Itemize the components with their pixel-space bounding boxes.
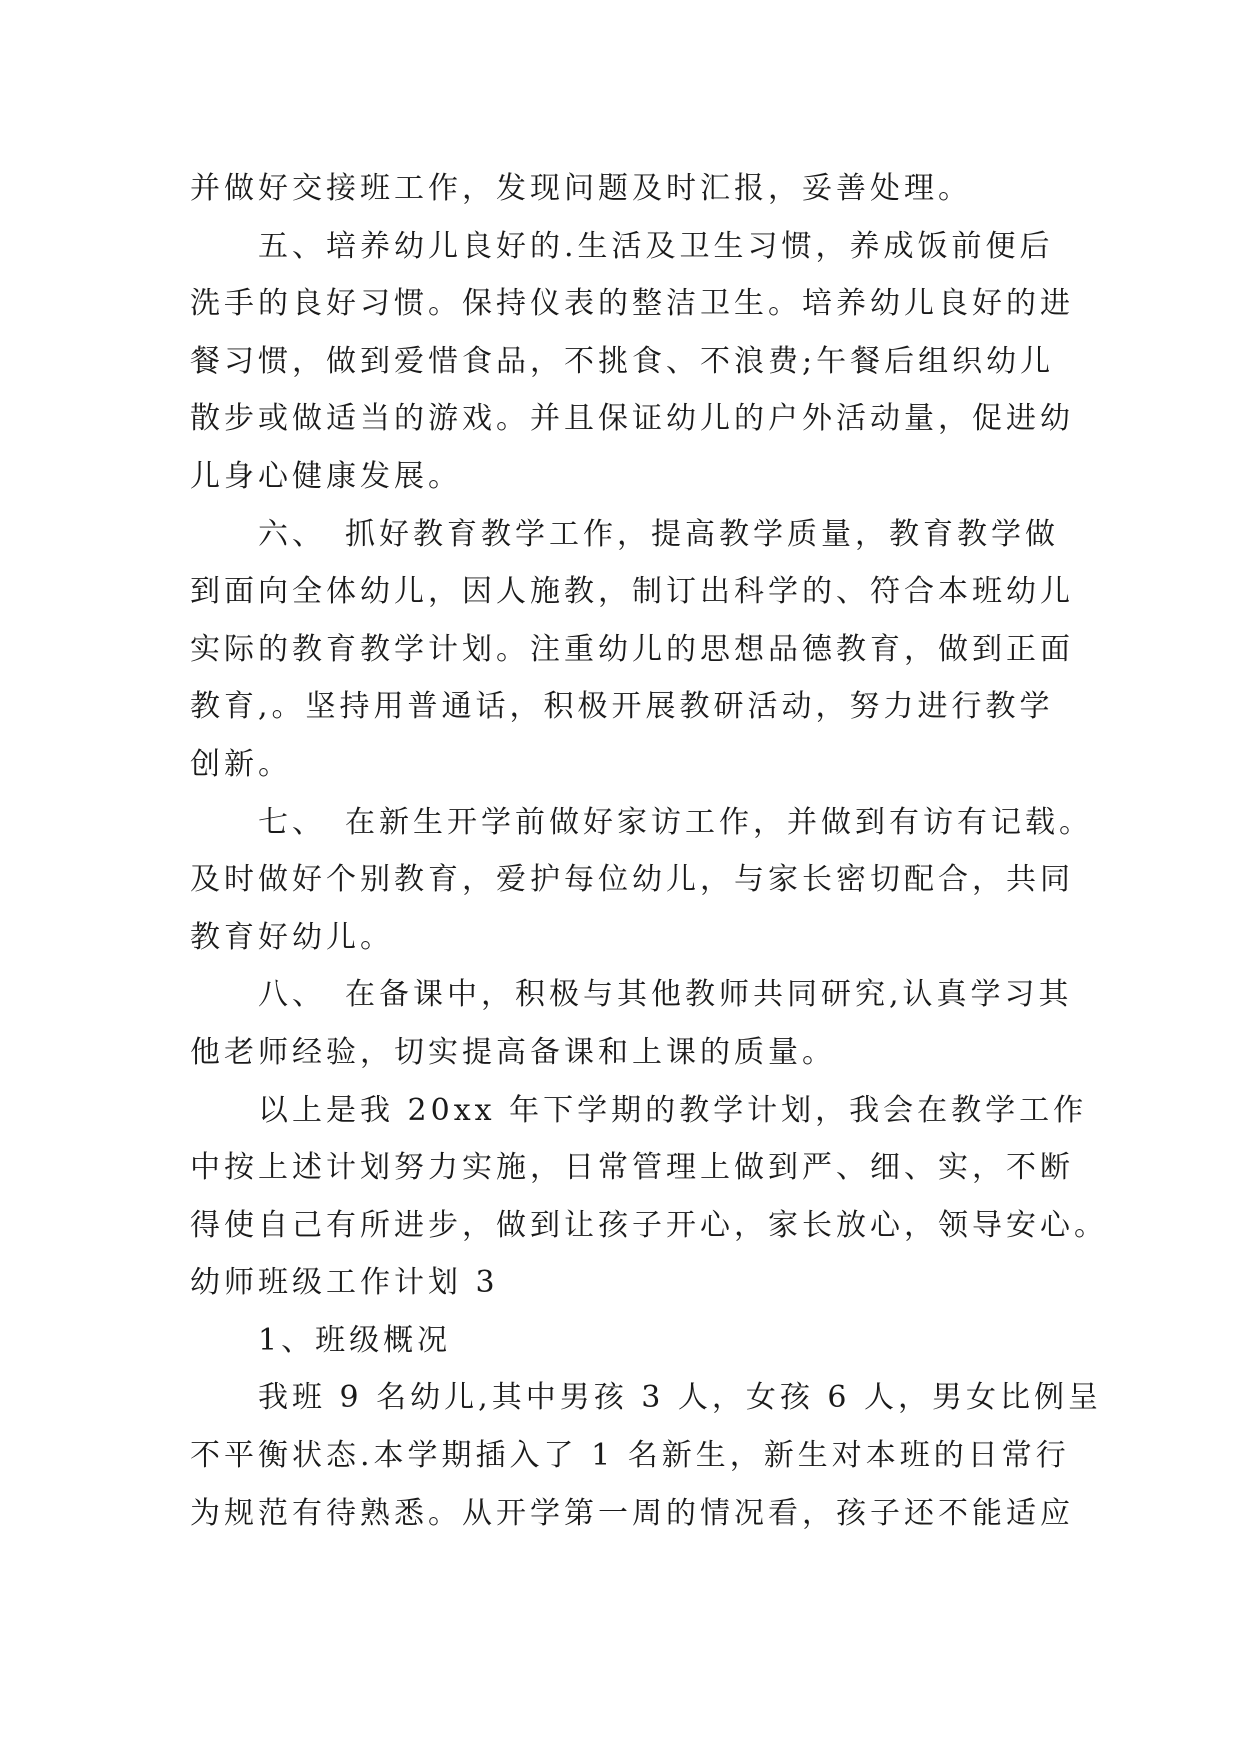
text-line: 七、 在新生开学前做好家访工作，并做到有访有记载。 <box>258 804 1093 840</box>
text-line: 为规范有待熟悉。从开学第一周的情况看，孩子还不能适应 <box>190 1495 1074 1531</box>
text-line: 六、 抓好教育教学工作，提高教学质量，教育教学做 <box>258 516 1059 552</box>
text-line: 八、 在备课中，积极与其他教师共同研究,认真学习其 <box>258 977 1073 1013</box>
text-line: 中按上述计划努力实施，日常管理上做到严、细、实，不断 <box>190 1150 1074 1186</box>
text-line: 及时做好个别教育，爱护每位幼儿，与家长密切配合，共同 <box>190 862 1074 898</box>
text-line: 幼师班级工作计划 3 <box>190 1265 499 1301</box>
text-line: 不平衡状态.本学期插入了 1 名新生，新生对本班的日常行 <box>190 1438 1070 1474</box>
text-line: 到面向全体幼儿，因人施教，制订出科学的、符合本班幼儿 <box>190 574 1074 610</box>
text-line: 五、培养幼儿良好的.生活及卫生习惯，养成饭前便后 <box>258 228 1054 264</box>
text-line: 餐习惯，做到爱惜食品，不挑食、不浪费;午餐后组织幼儿 <box>190 343 1055 379</box>
text-line: 并做好交接班工作，发现问题及时汇报，妥善处理。 <box>190 171 972 206</box>
text-line: 实际的教育教学计划。注重幼儿的思想品德教育，做到正面 <box>190 631 1074 667</box>
text-line: 创新。 <box>190 746 292 782</box>
text-line: 1、班级概况 <box>258 1322 452 1358</box>
text-line: 得使自己有所进步，做到让孩子开心，家长放心，领导安心。 <box>190 1207 1108 1243</box>
document-body <box>190 160 1108 1542</box>
text-line: 教育好幼儿。 <box>190 919 394 955</box>
text-line: 散步或做适当的游戏。并且保证幼儿的户外活动量，促进幼 <box>190 401 1074 437</box>
text-line: 以上是我 20xx 年下学期的教学计划，我会在教学工作 <box>258 1092 1088 1128</box>
text-line: 洗手的良好习惯。保持仪表的整洁卫生。培养幼儿良好的进 <box>190 286 1074 322</box>
text-line: 我班 9 名幼儿,其中男孩 3 人，女孩 6 人，男女比例呈 <box>258 1380 1103 1416</box>
text-line: 教育,。坚持用普通话，积极开展教研活动，努力进行教学 <box>190 689 1054 725</box>
text-line: 儿身心健康发展。 <box>190 458 462 494</box>
text-line: 他老师经验，切实提高备课和上课的质量。 <box>190 1034 836 1070</box>
